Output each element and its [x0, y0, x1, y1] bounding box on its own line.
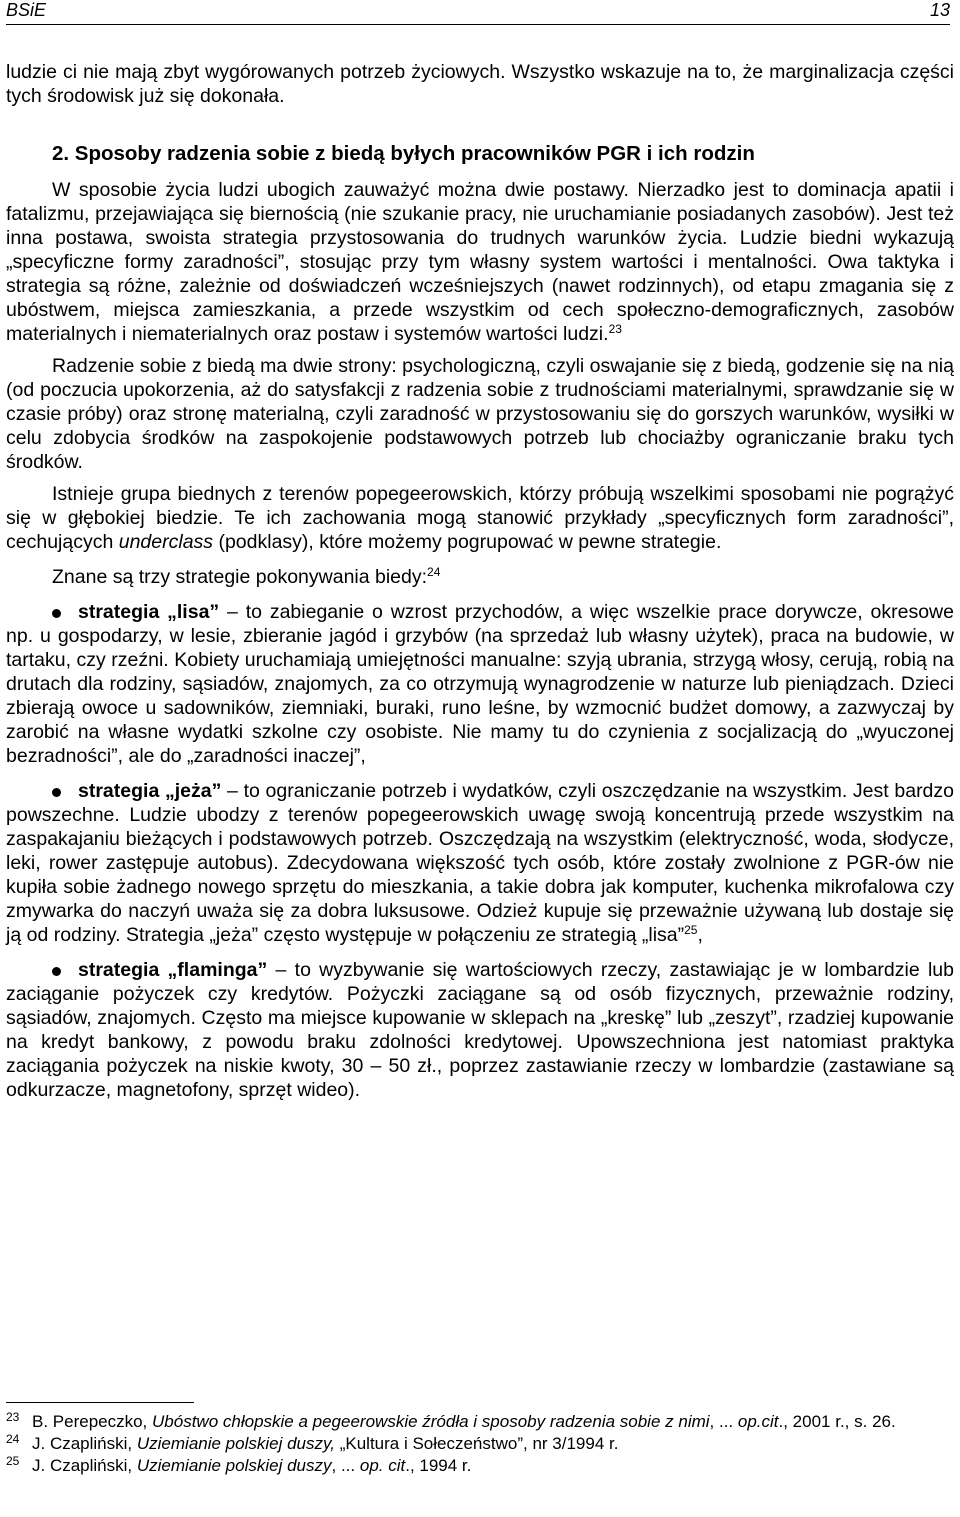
- footnote-number: 23: [6, 1410, 20, 1424]
- paragraph-three-strategies: [6, 565, 954, 589]
- strategy-flamingo-label: strategia „flaminga”: [78, 959, 268, 981]
- footnote-text: , ...: [709, 1412, 738, 1431]
- footnote-24: [6, 1433, 954, 1455]
- article-body: [6, 60, 954, 1102]
- paragraph-text: (podklasy), które możemy pogrupować w pewne strategie.: [213, 531, 722, 553]
- footnote-text: ., 2001 r., s. 26.: [778, 1412, 896, 1431]
- footnote-25: [6, 1455, 954, 1477]
- footnote-ref-24[interactable]: 24: [427, 565, 441, 579]
- bullet-icon: [52, 609, 61, 618]
- section-heading: 2. Sposoby radzenia sobie z biedą byłych pracowników PGR i ich rodzin: [52, 142, 755, 165]
- bullet-icon: [52, 788, 61, 797]
- strategy-hedgehog-item: [6, 779, 954, 947]
- paragraph-text: Istnieje grupa biednych z terenów popegeerowskich, którzy próbują wszelkimi sposobami nie pogrążyć się w głębokiej biedzie. Te ich zachowania mogą stanowić przykłady „specyficznych form zaradności”, cechujących: [6, 483, 954, 553]
- footnote-text: „Kultura i Sołeczeństwo”, nr 3/1994 r.: [334, 1434, 619, 1453]
- strategy-hedgehog-label: strategia „jeża”: [78, 780, 222, 802]
- footnote-number: 24: [6, 1432, 20, 1446]
- paragraph-two-attitudes: [6, 178, 954, 346]
- strategy-fox-text: – to zabieganie o wzrost przychodów, a więc wszelkie prace dorywcze, okresowe np. u gospodarzy, w lesie, zbieranie jagód i grzybów (na sprzedaż lub własny użytek), praca na budowie, w tartaku, czy rzeźni. Kobiety uruchamiają umiejętności manualne: szyją ubrania, strzygą włosy, cerują, robią na drutach dla rodziny, sąsiadów, znajomych, za co otrzymują wynagrodzenie w naturze lub pieniądzach. Dzieci zbierają owoce u sadowników, ziemniaki, buraki, runo leśne, by wzmocnić budżet domowy, a zazwyczaj by zarobić na własne wydatki szkolne czy osobiste. Nie mamy tu do czynienia z socjalizacją do „wyuczonej bezradności”, ale do „zaradności inaczej”,: [6, 601, 954, 767]
- strategy-hedgehog-text: – to ograniczanie potrzeb i wydatków, czyli oszczędzanie na wszystkim. Jest bardzo powszechne. Ludzie ubodzy z terenów popegeerowskich uwagę swoją koncentrują przede wszystkim na zaspakajaniu bieżących i podstawowych potrzeb. Oszczędzają na wszystkim (elektryczność, woda, słodycze, leki, rower zastępuje autobus). Zdecydowana większość tych osób, które zostały zwolnione z PGR-ów nie kupiła sobie żadnego nowego sprzętu do mieszkania, a takie dobra jak komputer, kuchenka mikrofalowa czy zmywarka do naczyń uważa się za dobra luksusowe. Odzież kupuje się przeważnie używaną lub dostaje się ją od rodziny. Strategia „jeża” często występuje w połączeniu ze strategią „lisa”: [6, 780, 955, 946]
- footnotes: [6, 1402, 954, 1477]
- footnote-text: , ...: [331, 1456, 360, 1475]
- footnote-divider: [6, 1402, 194, 1403]
- strategy-fox-item: [6, 600, 954, 768]
- footnote-23: [6, 1411, 954, 1433]
- bullet-icon: [52, 967, 61, 976]
- footnote-opcit: op. cit: [359, 1456, 406, 1475]
- paragraph-coping-sides: Radzenie sobie z biedą ma dwie strony: psychologiczną, czyli oswajanie się z biedą, godzenie się na nią (od poczucia upokorzenia, aż do satysfakcji z radzenia sobie z trudnościami materialnymi, sprawdzanie się w czasie próby) oraz stronę materialną, czyli zaradność w przystosowaniu się do gorszych warunków, wysiłki w celu zdobycia środków na zaspokojenie podstawowych potrzeb lub chociażby ograniczanie braku tych środków.: [6, 355, 954, 473]
- strategy-hedgehog-tail: ,: [697, 924, 703, 946]
- footnote-text: J. Czapliński,: [32, 1456, 137, 1475]
- footnote-title: Uziemianie polskiej duszy,: [136, 1434, 335, 1453]
- paragraph-text: W sposobie życia ludzi ubogich zauważyć można dwie postawy. Nierzadko jest to dominacja apatii i fatalizmu, przejawiająca się biernością (nie szukanie pracy, nie uruchamianie posiadanych zasobów). Jest też inna postawa, swoista strategia przystosowania do trudnych warunków życia. Ludzie biedni wykazują „specyficzne formy zaradności”, stosując przy tym własny system wartości i mentalności. Owa taktyka i strategia są różne, zależnie od doświadczeń wcześniejszych (nawet rodzinnych), od etapu zmagania się z ubóstwem, miejsca zamieszkania, a przede wszystkim od cech społeczno-demograficznych, zasobów materialnych i niematerialnych oraz postaw i systemów wartości ludzi.: [6, 179, 954, 345]
- strategy-flamingo-text: – to wyzbywanie się wartościowych rzeczy, zastawiając je w lombardzie lub zaciąganie pożyczek czy kredytów. Pożyczki zaciągane są od osób fizycznych, przeważnie rodziny, sąsiadów, znajomych. Często ma miejsce kupowanie w sklepach na „kreskę” lub „zeszyt”, rzadziej kupowanie na kredyt bankowy, z powodu braku zdolności kredytowej. Upowszechniona jest natomiast praktyka zaciągania pożyczek na niskie kwoty, 30 – 50 zł., poprzez zastawianie rzeczy w lombardzie (zastawiane są odkurzacze, magnetofony, sprzęt wideo).: [6, 959, 954, 1101]
- journal-abbreviation: BSiE: [6, 0, 47, 20]
- footnote-text: J. Czapliński,: [32, 1434, 137, 1453]
- footnote-ref-23[interactable]: 23: [608, 322, 622, 336]
- underclass-term: underclass: [118, 531, 214, 553]
- footnote-ref-25[interactable]: 25: [684, 923, 698, 937]
- footnote-opcit: op.cit: [737, 1412, 779, 1431]
- strategy-flamingo-item: [6, 958, 954, 1102]
- paragraph-text: Znane są trzy strategie pokonywania biedy:: [52, 566, 428, 588]
- strategy-fox-label: strategia „lisa”: [78, 601, 220, 623]
- footnote-text: ., 1994 r.: [405, 1456, 472, 1475]
- footnote-number: 25: [6, 1454, 20, 1468]
- footnote-text: B. Perepeczko,: [32, 1412, 153, 1431]
- paragraph-resourcefulness: [6, 482, 954, 554]
- page-number: 13: [929, 0, 950, 20]
- running-header: [6, 0, 950, 25]
- footnote-title: Uziemianie polskiej duszy: [136, 1456, 332, 1475]
- footnote-title: Ubóstwo chłopskie a pegeerowskie źródła i sposoby radzenia sobie z nimi: [152, 1412, 710, 1431]
- paragraph-continued: ludzie ci nie mają zbyt wygórowanych potrzeb życiowych. Wszystko wskazuje na to, że marginalizacja części tych środowisk już się dokonała.: [6, 61, 954, 107]
